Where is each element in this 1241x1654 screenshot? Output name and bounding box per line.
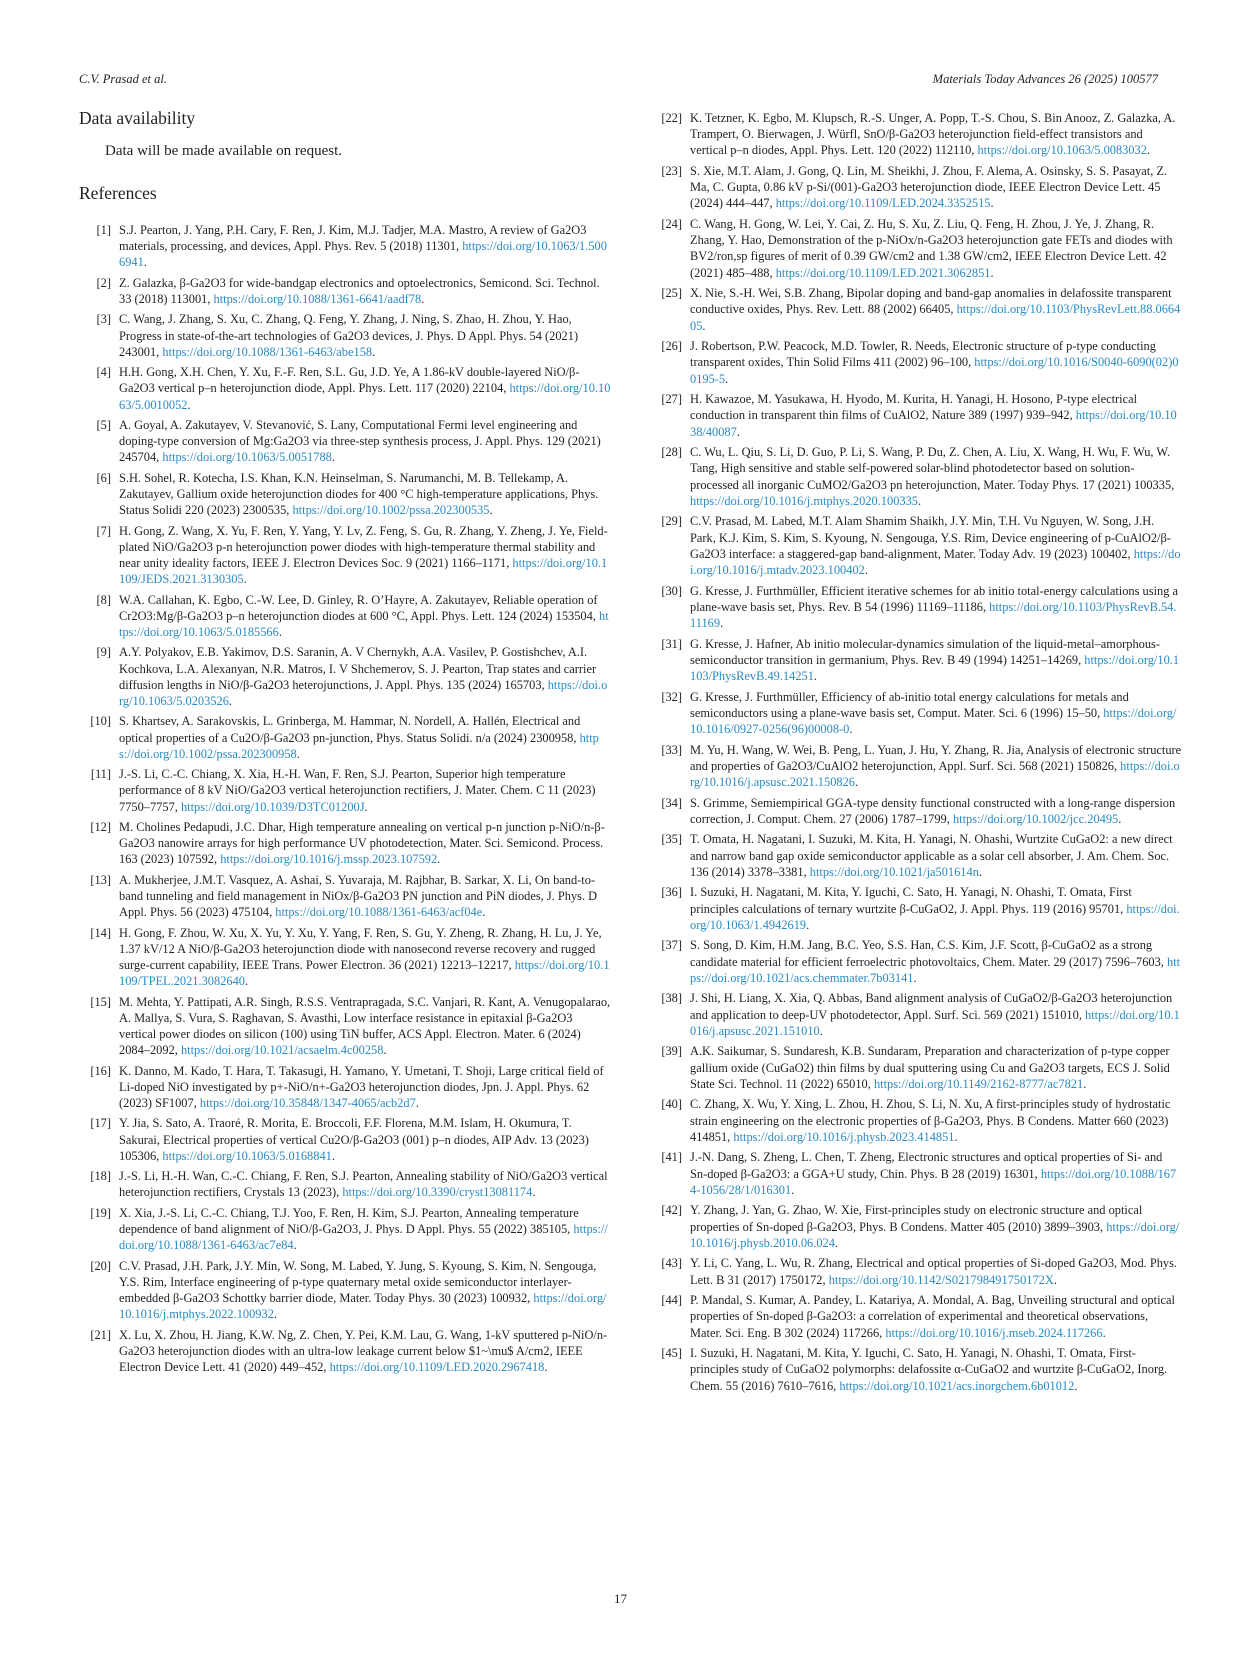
reference-number: [21] xyxy=(90,1327,111,1342)
reference-end: . xyxy=(244,974,249,989)
reference-end: . xyxy=(864,563,868,578)
reference-citation: S.H. Sohel, R. Kotecha, I.S. Khan, K.N. Heinselman, S. Narumanchi, M. B. Tellekamp, A. Zakutayev, Gallium oxide heterojunction diodes for 400 °C high-temperature applications, Phys. Status Solidi 220 (2023) 2300535, xyxy=(119,470,599,518)
reference-citation: Y. Jia, S. Sato, A. Traoré, R. Morita, E. Broccoli, F.F. Florena, M.M. Islam, H. Okumura, T. Sakurai, Electrical properties of vertical Cu2O/β-Ga2O3 (001) p–n diodes, AIP Adv. 13 (2023) 105306, xyxy=(119,1116,589,1163)
reference-number: [22] xyxy=(661,111,682,125)
reference-number: [5] xyxy=(96,417,111,432)
reference-end: . xyxy=(917,493,922,508)
reference-item xyxy=(650,391,1182,440)
doi-link[interactable]: https://doi.org/10.1063/5.0051788 xyxy=(162,450,332,465)
reference-text xyxy=(119,713,611,762)
reference-citation: G. Kresse, J. Furthmüller, Efficient iterative schemes for ab initio total-energy calculations using a plane-wave basis set, Phys. Rev. B 54 (1996) 11169–11186, xyxy=(690,583,1178,614)
reference-item xyxy=(650,583,1182,632)
reference-end: . xyxy=(791,1182,795,1197)
reference-end: . xyxy=(421,292,425,306)
reference-item xyxy=(650,338,1182,387)
reference-text xyxy=(690,1043,1182,1092)
reference-citation: A. Goyal, A. Zakutayev, V. Stevanović, S. Lany, Computational Fermi level engineering and doping-type conversion of Mg:Ga2O3 via three-step synthesis process, J. Appl. Phys. 129 (2021) 245704, xyxy=(119,417,601,465)
reference-item xyxy=(79,311,611,360)
doi-link[interactable]: https://doi.org/10.1016/0927-0256(96)00008-0 xyxy=(690,705,1177,737)
reference-text xyxy=(119,275,611,307)
doi-link[interactable]: https://doi.org/10.1038/40087 xyxy=(690,408,1177,439)
reference-item xyxy=(79,994,611,1059)
reference-item xyxy=(79,872,611,921)
reference-end: . xyxy=(854,775,859,790)
doi-link[interactable]: https://doi.org/10.1021/ja501614n xyxy=(809,864,979,879)
reference-number: [29] xyxy=(661,514,682,529)
reference-text xyxy=(690,444,1182,509)
reference-text xyxy=(119,470,611,519)
reference-item xyxy=(79,364,611,413)
reference-citation: X. Xia, J.-S. Li, C.-C. Chiang, T.J. Yoo, F. Ren, H. Kim, S.J. Pearton, Annealing temperature dependence of band alignment of NiO/β-Ga2O3, J. Phys. D Appl. Phys. 55 (2022) 385105, xyxy=(119,1205,579,1236)
reference-citation: S. Khartsev, A. Sarakovskis, L. Grinberga, M. Hammar, N. Nordell, A. Hallén, Electrical and optical properties of a Cu2O/β-Ga2O3 pn-junction, Phys. Status Solidi. n/a (2024) 2300958, xyxy=(119,714,581,745)
reference-end: . xyxy=(990,265,994,280)
reference-number: [17] xyxy=(90,1116,111,1131)
doi-link[interactable]: https://doi.org/10.1103/PhysRevLett.88.066405 xyxy=(690,302,1181,333)
reference-number: [33] xyxy=(661,742,682,757)
reference-item xyxy=(650,216,1182,281)
doi-link[interactable]: https://doi.org/10.1002/pssa.202300535 xyxy=(292,503,490,518)
reference-text xyxy=(690,689,1182,738)
reference-item xyxy=(650,795,1182,827)
doi-link[interactable]: https://doi.org/10.1109/LED.2024.3352515 xyxy=(775,196,991,211)
doi-link[interactable]: https://doi.org/10.1088/1361-6463/abe158 xyxy=(162,344,373,359)
reference-end: . xyxy=(273,1307,277,1322)
reference-number: [36] xyxy=(661,885,682,900)
reference-citation: J.-S. Li, H.-H. Wan, C.-C. Chiang, F. Ren, S.J. Pearton, Annealing stability of NiO/Ga2O3 vertical heterojunction rectifiers, Crystals 13 (2023), xyxy=(119,1169,608,1200)
reference-end: . xyxy=(415,1095,419,1110)
reference-item xyxy=(79,1327,611,1376)
reference-citation: A.Y. Polyakov, E.B. Yakimov, D.S. Saranin, A. V Chernykh, A.A. Vasilev, P. Gostishchev, A.I. Kochkova, L.A. Alexanyan, N.R. Matros, I. V Shchemerov, S. J. Pearton, Trap states and carrier diffusion lengths in NiO/β-Ga2O3 heterojunctions, J. Appl. Phys. 135 (2024) 165703, xyxy=(119,645,597,692)
doi-link[interactable]: https://doi.org/10.1088/1361-6641/aadf78 xyxy=(213,292,422,306)
reference-citation: P. Mandal, S. Kumar, A. Pandey, L. Katariya, A. Mondal, A. Bag, Unveiling structural and optical properties of Sn-doped β-Ga2O3: a correlation of experimental and theoretical observations, Mater. Sci. Eng. B 302 (2024) 117266, xyxy=(690,1293,1175,1340)
reference-number: [16] xyxy=(90,1063,111,1078)
reference-number: [31] xyxy=(661,636,682,651)
reference-item xyxy=(79,925,611,990)
doi-link[interactable]: https://doi.org/10.1016/j.apsusc.2021.150826 xyxy=(690,758,1180,790)
reference-item xyxy=(650,636,1182,685)
reference-citation: C. Wu, L. Qiu, S. Li, D. Guo, P. Li, S. Wang, P. Du, Z. Chen, A. Liu, X. Wang, H. Wu, F. Wu, W. Tang, High sensitive and stable self-powered solar-blind photodetector based on solution-processed all inorganic CuMO2/Ga2O3 pn heterojunction, Mater. Today Phys. 17 (2021) 100335, xyxy=(690,445,1175,492)
reference-text xyxy=(119,994,611,1059)
doi-link[interactable]: https://doi.org/10.1021/acs.inorgchem.6b01012 xyxy=(839,1378,1075,1393)
reference-item xyxy=(79,222,611,271)
reference-number: [27] xyxy=(661,392,682,407)
reference-text xyxy=(119,364,611,413)
doi-link[interactable]: https://doi.org/10.1016/j.apsusc.2021.151010 xyxy=(690,1007,1180,1038)
reference-text xyxy=(119,644,611,709)
reference-citation: C.V. Prasad, J.H. Park, J.Y. Min, W. Song, M. Labed, Y. Jung, S. Kyoung, S. Kim, N. Sengouga, Y.S. Rim, Interface engineering of p-type quaternary metal oxide semiconductor interlayer-embedded β-Ga2O3 Schottky barrier diode, Mater. Today Phys. 30 (2023) 100932, xyxy=(119,1258,597,1305)
reference-text xyxy=(690,795,1182,827)
reference-item xyxy=(650,1255,1182,1287)
reference-end: . xyxy=(1146,143,1151,158)
reference-text xyxy=(690,110,1182,159)
doi-link[interactable]: https://doi.org/10.1088/1361-6463/ac7e84 xyxy=(119,1221,608,1253)
reference-text xyxy=(119,766,611,815)
reference-citation: S.J. Pearton, J. Yang, P.H. Cary, F. Ren, J. Kim, M.J. Tadjer, M.A. Mastro, A review of Ga2O3 materials, processing, and devices, Appl. Phys. Rev. 5 (2018) 11301, xyxy=(119,223,587,254)
reference-end: . xyxy=(806,917,810,932)
reference-item xyxy=(79,275,611,307)
doi-link[interactable]: https://doi.org/10.1016/j.physb.2023.414851 xyxy=(733,1129,955,1144)
reference-end: . xyxy=(819,1023,823,1038)
reference-end: . xyxy=(331,450,335,465)
reference-item xyxy=(79,470,611,519)
reference-text xyxy=(690,1149,1182,1198)
reference-citation: X. Nie, S.-H. Wei, S.B. Zhang, Bipolar doping and band-gap anomalies in delafossite transparent conductive oxides, Phys. Rev. Lett. 88 (2002) 66405, xyxy=(690,286,1172,317)
reference-citation: M. Mehta, Y. Pattipati, A.R. Singh, R.S.S. Ventrapragada, S.C. Vanjari, R. Kant, A. Venugopalarao, A. Mallya, S. Vura, S. Raghavan, S. Avasthi, Low interface resistance in epitaxial β-Ga2O3 vertical power diodes on silicon (100) using TiN buffer, ACS Appl. Electron. Mater. 6 (2024) 2084–2092, xyxy=(119,994,611,1058)
reference-number: [18] xyxy=(90,1169,111,1184)
doi-link[interactable]: https://doi.org/10.1063/5.0010052 xyxy=(119,381,611,412)
page-number: 17 xyxy=(614,1591,627,1606)
reference-number: [37] xyxy=(661,938,682,953)
reference-end: . xyxy=(978,864,983,879)
reference-number: [30] xyxy=(661,583,682,598)
reference-citation: C. Wang, J. Zhang, S. Xu, C. Zhang, Q. Feng, Y. Zhang, J. Ning, S. Zhao, H. Zhou, Y. Hao, Progress in state-of-the-art technologies of Ga2O3 devices, J. Phys. D Appl. Phys. 54 (2021) 243001, xyxy=(119,312,579,359)
doi-link[interactable]: https://doi.org/10.1002/jcc.20495 xyxy=(952,811,1119,826)
reference-citation: J.-N. Dang, S. Zheng, L. Chen, T. Zheng, Electronic structures and optical properties of Si- and Sn-doped β-Ga2O3: a GGA+U study, Chin. Phys. B 28 (2019) 16301, xyxy=(690,1150,1163,1181)
reference-text xyxy=(690,884,1182,933)
reference-citation: Y. Zhang, J. Yan, G. Zhao, W. Xie, First-principles study on electronic structure and optical properties of Sn-doped β-Ga2O3, Phys. B Condens. Matter 405 (2010) 3899–3903, xyxy=(690,1203,1143,1234)
reference-text xyxy=(119,925,611,990)
reference-item xyxy=(650,1043,1182,1092)
reference-citation: H. Kawazoe, M. Yasukawa, H. Hyodo, M. Kurita, H. Yanagi, H. Hosono, P-type electrical conduction in transparent thin films of CuAlO2, Nature 389 (1997) 939–942, xyxy=(690,392,1138,423)
reference-end: . xyxy=(1074,1378,1078,1393)
reference-text xyxy=(119,872,611,921)
doi-link[interactable]: https://doi.org/10.1002/pssa.202300958 xyxy=(119,730,599,761)
reference-citation: S. Song, D. Kim, H.M. Jang, B.C. Yeo, S.S. Han, C.S. Kim, J.F. Scott, β-CuGaO2 as a strong candidate material for efficient ferroelectric photovoltaics, Chem. Mater. 29 (2017) 7596–7603, xyxy=(690,938,1167,969)
reference-number: [9] xyxy=(96,645,111,660)
doi-link[interactable]: https://doi.org/10.3390/cryst13081174 xyxy=(342,1185,533,1200)
reference-end: . xyxy=(228,693,233,708)
reference-end: . xyxy=(187,397,191,412)
reference-item xyxy=(650,884,1182,933)
reference-citation: M. Yu, H. Wang, W. Wei, B. Peng, L. Yuan, J. Hu, Y. Zhang, R. Jia, Analysis of electronic structure and properties of Ga2O3/CuAlO2 heterojunction, Appl. Surf. Sci. 568 (2021) 150826, xyxy=(690,742,1182,773)
reference-item xyxy=(650,163,1182,212)
reference-text xyxy=(119,222,611,271)
reference-item xyxy=(650,1292,1182,1341)
reference-text xyxy=(119,1258,611,1323)
reference-citation: S. Xie, M.T. Alam, J. Gong, Q. Lin, M. Sheikhi, J. Zhou, F. Alema, A. Osinsky, S. S. Pasayat, Z. Ma, C. Gupta, 0.86 kV p-Si/(001)-Ga2O3 heterojunction diode, IEEE Electron Device Lett. 45 (2024) 444–447, xyxy=(690,164,1168,211)
reference-list-left xyxy=(79,222,611,1375)
reference-item xyxy=(79,523,611,588)
doi-link[interactable]: https://doi.org/10.1063/5.0185566 xyxy=(119,608,609,639)
reference-citation: T. Omata, H. Nagatani, I. Suzuki, M. Kita, H. Yanagi, N. Ohashi, Wurtzite CuGaO2: a new direct and narrow band gap oxide semiconductor applicable as a solar cell absorber, J. Am. Chem. Soc. 136 (2014) 3378–3381, xyxy=(690,832,1173,879)
reference-text xyxy=(690,831,1182,880)
reference-text xyxy=(119,592,611,641)
reference-number: [45] xyxy=(661,1346,682,1361)
reference-end: . xyxy=(437,852,441,867)
reference-number: [43] xyxy=(661,1256,682,1271)
reference-citation: H. Gong, F. Zhou, W. Xu, X. Yu, Y. Xu, Y. Yang, F. Ren, S. Gu, Y. Zheng, R. Zhang, H. Lu, J. Ye, 1.37 kV/12 A NiO/β-Ga2O3 heterojunction diode with nanosecond reverse recovery and rugged surge-current capability, IEEE Trans. Power Electron. 36 (2021) 12213–12217, xyxy=(119,925,602,972)
reference-number: [14] xyxy=(90,925,111,940)
reference-text xyxy=(690,1255,1182,1287)
reference-end: . xyxy=(243,572,247,587)
reference-number: [38] xyxy=(661,991,682,1006)
reference-citation: W.A. Callahan, K. Egbo, C.-W. Lee, D. Ginley, R. O’Hayre, A. Zakutayev, Reliable operation of Cr2O3:Mg/β-Ga2O3 p–n heterojunction diodes at 600 °C, Appl. Phys. Lett. 124 (2024) 153504, xyxy=(119,592,599,623)
reference-number: [19] xyxy=(90,1205,111,1220)
reference-item xyxy=(79,1063,611,1112)
reference-number: [10] xyxy=(90,714,111,729)
reference-text xyxy=(690,391,1182,440)
reference-citation: H.H. Gong, X.H. Chen, Y. Xu, F.-F. Ren, S.L. Gu, J.D. Ye, A 1.86-kV double-layered NiO/β-Ga2O3 vertical p–n heterojunction diode, Appl. Phys. Lett. 117 (2020) 22104, xyxy=(119,365,580,396)
reference-number: [1] xyxy=(96,223,111,237)
reference-text xyxy=(119,417,611,466)
doi-link[interactable]: https://doi.org/10.1149/2162-8777/ac7821 xyxy=(873,1076,1084,1091)
reference-citation: J.-S. Li, C.-C. Chiang, X. Xia, H.-H. Wan, F. Ren, S.J. Pearton, Superior high temperature performance of 8 kV NiO/Ga2O3 vertical heterojunction rectifiers, J. Mater. Chem. C 11 (2023) 7750–7757, xyxy=(119,767,596,814)
doi-link[interactable]: https://doi.org/10.1088/1674-1056/28/1/016301 xyxy=(690,1166,1177,1197)
reference-citation: H. Gong, Z. Wang, X. Yu, F. Ren, Y. Yang, Y. Lv, Z. Feng, S. Gu, R. Zhang, Y. Zheng, J. Ye, Field-plated NiO/Ga2O3 p-n heterojunction power diodes with high-temperature thermal stability and near unity ideality factors, IEEE J. Electron Devices Soc. 9 (2021) 1166–1171, xyxy=(119,523,608,570)
reference-citation: Z. Galazka, β-Ga2O3 for wide-bandgap electronics and optoelectronics, Semicond. Sci. Technol. 33 (2018) 113001, xyxy=(119,275,600,306)
reference-citation: J. Shi, H. Liang, X. Xia, Q. Abbas, Band alignment analysis of CuGaO2/β-Ga2O3 heterojunction and application to deep-UV photodetector, Appl. Surf. Sci. 569 (2021) 151010, xyxy=(690,991,1173,1022)
reference-number: [32] xyxy=(661,689,682,704)
reference-citation: K. Danno, M. Kado, T. Hara, T. Takasugi, H. Yamano, Y. Umetani, T. Shoji, Large critical field of Li-doped NiO investigated by p+-NiO/n+-Ga2O3 heterojunction diodes, Jpn. J. Appl. Phys. 62 (2023) SF1007, xyxy=(119,1063,604,1110)
data-availability-text: Data will be made available on request. xyxy=(105,143,342,159)
reference-citation: G. Kresse, J. Hafner, Ab initio molecular-dynamics simulation of the liquid-metal–amorphous-semiconductor transition in germanium, Phys. Rev. B 49 (1994) 14251–14269, xyxy=(690,636,1160,667)
reference-text xyxy=(690,513,1182,578)
reference-end: . xyxy=(725,371,729,386)
reference-item xyxy=(79,1258,611,1323)
reference-text xyxy=(690,1202,1182,1251)
reference-number: [7] xyxy=(96,523,111,538)
reference-text xyxy=(690,636,1182,685)
reference-end: . xyxy=(834,1235,839,1250)
reference-citation: S. Grimme, Semiempirical GGA-type density functional constructed with a long-range dispersion correction, J. Comput. Chem. 27 (2006) 1787–1799, xyxy=(690,795,1176,826)
reference-item xyxy=(79,819,611,868)
reference-citation: A.K. Saikumar, S. Sundaresh, K.B. Sundaram, Preparation and characterization of p-type copper gallium oxide (CuGaO2) thin films by dual sputtering using Cu and Ga2O3 targets, ECS J. Solid State Sci. Technol. 11 (2022) 65010, xyxy=(690,1044,1170,1091)
reference-text xyxy=(690,163,1182,212)
reference-text xyxy=(119,523,611,588)
reference-number: [8] xyxy=(96,592,111,607)
reference-number: [13] xyxy=(90,872,111,887)
reference-number: [40] xyxy=(661,1097,682,1112)
reference-end: . xyxy=(1102,1325,1106,1340)
reference-text xyxy=(690,1096,1182,1145)
reference-citation: G. Kresse, J. Furthmüller, Efficiency of ab-initio total energy calculations for metals and semiconductors using a plane-wave basis set, Comput. Mater. Sci. 6 (1996) 15–50, xyxy=(690,689,1129,720)
reference-item xyxy=(79,1205,611,1254)
reference-number: [4] xyxy=(96,365,111,380)
reference-number: [2] xyxy=(96,275,111,290)
reference-end: . xyxy=(736,424,740,439)
reference-number: [26] xyxy=(661,339,682,354)
reference-number: [44] xyxy=(661,1293,682,1308)
reference-end: . xyxy=(544,1359,548,1374)
reference-item xyxy=(650,110,1182,159)
doi-link[interactable]: https://doi.org/10.1063/5.0083032 xyxy=(977,143,1147,158)
running-header-authors: C.V. Prasad et al. xyxy=(79,72,167,86)
reference-end: . xyxy=(532,1185,536,1200)
reference-end: . xyxy=(1053,1272,1057,1287)
reference-item xyxy=(650,1202,1182,1251)
reference-citation: A. Mukherjee, J.M.T. Vasquez, A. Ashai, S. Yuvaraja, M. Rajbhar, B. Sarkar, X. Li, On band-to-band tunneling and field management in NiOx/β-Ga2O3 PN junction and PiN diodes, J. Phys. D Appl. Phys. 56 (2023) 475104, xyxy=(119,872,598,920)
reference-item xyxy=(650,1149,1182,1198)
doi-link[interactable]: https://doi.org/10.1109/LED.2020.2967418 xyxy=(329,1359,545,1374)
reference-text xyxy=(690,1292,1182,1341)
reference-item xyxy=(650,831,1182,880)
reference-citation: C. Zhang, X. Wu, Y. Xing, L. Zhou, H. Zhou, S. Li, N. Xu, A first-principles study of hydrostatic strain engineering on the electronic properties of β-Ga2O3, Phys. B Condens. Matter 660 (2023) 414851, xyxy=(690,1097,1171,1144)
reference-text xyxy=(119,1063,611,1112)
reference-number: [12] xyxy=(90,819,111,834)
doi-link[interactable]: https://doi.org/10.1103/PhysRevB.54.11169 xyxy=(690,599,1177,631)
reference-number: [35] xyxy=(661,832,682,847)
reference-end: . xyxy=(482,905,486,920)
reference-item xyxy=(79,1115,611,1164)
reference-item xyxy=(650,285,1182,334)
reference-number: [41] xyxy=(661,1150,682,1165)
doi-link[interactable]: https://doi.org/10.1016/j.mtphys.2020.100335 xyxy=(690,493,918,508)
doi-link[interactable]: https://doi.org/10.1016/j.mtadv.2023.100402 xyxy=(690,546,1181,578)
reference-end: . xyxy=(383,1043,387,1058)
reference-text xyxy=(119,311,611,360)
reference-citation: C.V. Prasad, M. Labed, M.T. Alam Shamim Shaikh, J.Y. Min, T.H. Vu Nguyen, W. Song, J.H. Park, K.J. Kim, S. Kim, S. Kyoung, N. Sengouga, Y.S. Rim, Device engineering of p-CuAlO2/β-Ga2O3 interface: a staggered-gap band-alignment, Mater. Today Adv. 19 (2023) 100402, xyxy=(690,514,1171,561)
doi-link[interactable]: https://doi.org/10.1063/1.4942619 xyxy=(690,901,1180,932)
reference-number: [42] xyxy=(661,1203,682,1218)
reference-text xyxy=(690,1345,1182,1394)
reference-end: . xyxy=(913,970,917,985)
reference-item xyxy=(650,990,1182,1039)
references-heading: References xyxy=(79,183,157,203)
reference-text xyxy=(690,583,1182,632)
reference-end: . xyxy=(364,799,368,814)
reference-citation: X. Lu, X. Zhou, H. Jiang, K.W. Ng, Z. Chen, Y. Pei, K.M. Lau, G. Wang, 1-kV sputtered p-NiO/n-Ga2O3 heterojunction diodes with an ultra-low leakage current below $1~\mu$ A/cm2, IEEE Electron Device Lett. 41 (2020) 449–452, xyxy=(119,1327,608,1374)
reference-number: [15] xyxy=(90,994,111,1009)
doi-link[interactable]: https://doi.org/10.1016/j.mssp.2023.107592 xyxy=(220,852,438,867)
reference-number: [6] xyxy=(96,470,111,485)
doi-link[interactable]: https://doi.org/10.1063/1.5006941 xyxy=(119,239,607,270)
doi-link[interactable]: https://doi.org/10.1088/1361-6463/acf04e xyxy=(275,905,483,920)
reference-end: . xyxy=(143,255,147,270)
doi-link[interactable]: https://doi.org/10.1021/acsaelm.4c00258 xyxy=(180,1043,384,1058)
right-column xyxy=(650,110,1182,1398)
reference-item xyxy=(650,444,1182,509)
reference-item xyxy=(79,713,611,762)
data-availability-heading: Data availability xyxy=(79,108,196,128)
doi-link[interactable]: https://doi.org/10.1016/j.mtphys.2022.100932 xyxy=(119,1290,607,1322)
running-header-journal: Materials Today Advances 26 (2025) 100577 xyxy=(932,72,1158,86)
doi-link[interactable]: https://doi.org/10.1063/5.0203526 xyxy=(119,677,608,708)
reference-text xyxy=(119,1115,611,1164)
reference-item xyxy=(79,766,611,815)
reference-item xyxy=(650,689,1182,738)
reference-text xyxy=(690,742,1182,791)
reference-list-right xyxy=(650,110,1182,1394)
doi-link[interactable]: https://doi.org/10.1142/S021798491750172X xyxy=(828,1272,1054,1287)
reference-citation: J. Robertson, P.W. Peacock, M.D. Towler, R. Needs, Electronic structure of p-type conducting transparent oxides, Thin Solid Films 411 (2002) 96–100, xyxy=(690,339,1156,370)
reference-text xyxy=(119,1205,611,1254)
reference-number: [25] xyxy=(661,286,682,301)
reference-end: . xyxy=(954,1129,958,1144)
doi-link[interactable]: https://doi.org/10.1021/acs.chemmater.7b03141 xyxy=(690,954,1181,985)
reference-text xyxy=(690,990,1182,1039)
doi-link[interactable]: https://doi.org/10.1016/S0040-6090(02)00195-5 xyxy=(690,355,1179,386)
reference-number: [24] xyxy=(661,217,682,231)
reference-item xyxy=(650,742,1182,791)
doi-link[interactable]: https://doi.org/10.1109/LED.2021.3062851 xyxy=(775,265,991,280)
reference-citation: I. Suzuki, H. Nagatani, M. Kita, Y. Iguchi, C. Sato, H. Yanagi, N. Ohashi, T. Omata, First principles calculations of ternary wurtzite β-CuGaO2, J. Appl. Phys. 119 (2016) 95701, xyxy=(690,885,1132,916)
reference-number: [39] xyxy=(661,1044,682,1059)
reference-end: . xyxy=(813,669,818,684)
reference-text xyxy=(119,1327,611,1376)
reference-end: . xyxy=(849,722,853,737)
left-column xyxy=(79,108,611,1379)
reference-citation: M. Cholines Pedapudi, J.C. Dhar, High temperature annealing on vertical p-n junction p-NiO/n-β-Ga2O3 nanowire arrays for high performance UV photodetection, Mater. Sci. Semicond. Process. 163 (2023) 107592, xyxy=(119,819,605,867)
reference-end: . xyxy=(331,1148,335,1163)
reference-item xyxy=(79,1168,611,1200)
reference-number: [34] xyxy=(661,795,682,810)
reference-number: [11] xyxy=(90,767,111,782)
reference-item xyxy=(79,592,611,641)
doi-link[interactable]: https://doi.org/10.35848/1347-4065/acb2d7 xyxy=(199,1095,416,1110)
reference-end: . xyxy=(372,344,376,359)
doi-link[interactable]: https://doi.org/10.1016/j.mseb.2024.117266 xyxy=(885,1325,1103,1340)
doi-link[interactable]: https://doi.org/10.1109/TPEL.2021.3082640 xyxy=(119,957,610,989)
reference-text xyxy=(690,216,1182,281)
reference-text xyxy=(119,1168,611,1200)
doi-link[interactable]: https://doi.org/10.1063/5.0168841 xyxy=(162,1148,332,1163)
reference-text xyxy=(690,285,1182,334)
reference-end: . xyxy=(1118,811,1122,826)
reference-number: [20] xyxy=(90,1258,111,1273)
reference-citation: C. Wang, H. Gong, W. Lei, Y. Cai, Z. Hu, S. Xu, Z. Liu, Q. Feng, H. Zhou, J. Ye, J. Zhang, R. Zhang, Y. Hao, Demonstration of the p-NiOx/n-Ga2O3 heterojunction gate FETs and diodes with BV2/ron,sp figures of merit of 0.39 GW/cm2 and 1.38 GW/cm2, IEEE Electron Device Lett. 42 (2021) 485–488, xyxy=(690,217,1173,280)
doi-link[interactable]: https://doi.org/10.1016/j.physb.2010.06.024 xyxy=(690,1219,1180,1250)
doi-link[interactable]: https://doi.org/10.1109/JEDS.2021.3130305 xyxy=(119,555,608,587)
reference-item xyxy=(79,417,611,466)
reference-item xyxy=(650,1345,1182,1394)
reference-end: . xyxy=(293,1238,297,1253)
reference-item xyxy=(79,644,611,709)
reference-citation: K. Tetzner, K. Egbo, M. Klupsch, R.-S. Unger, A. Popp, T.-S. Chou, S. Bin Anooz, Z. Galazka, A. Trampert, O. Bierwagen, J. Würfl, SnO/β-Ga2O3 heterojunction field-effect transistors and vertical p–n diodes, Appl. Phys. Lett. 120 (2022) 112110, xyxy=(690,111,1176,158)
reference-end: . xyxy=(278,624,282,639)
doi-link[interactable]: https://doi.org/10.1039/D3TC01200J xyxy=(180,799,365,814)
reference-end: . xyxy=(720,616,724,631)
reference-end: . xyxy=(1083,1076,1087,1091)
reference-item xyxy=(650,1096,1182,1145)
reference-text xyxy=(690,338,1182,387)
reference-item xyxy=(650,513,1182,578)
reference-number: [28] xyxy=(661,445,682,460)
reference-item xyxy=(650,937,1182,986)
reference-citation: I. Suzuki, H. Nagatani, M. Kita, Y. Iguchi, C. Sato, H. Yanagi, N. Ohashi, T. Omata, First-principles study of CuGaO2 polymorphs: delafossite α-CuGaO2 and wurtzite β-CuGaO2, Inorg. Chem. 55 (2016) 7610–7616, xyxy=(690,1346,1168,1393)
reference-end: . xyxy=(489,503,493,518)
doi-link[interactable]: https://doi.org/10.1103/PhysRevB.49.14251 xyxy=(690,652,1180,684)
reference-end: . xyxy=(990,196,994,211)
reference-text xyxy=(690,937,1182,986)
reference-end: . xyxy=(702,318,706,333)
reference-text xyxy=(119,819,611,868)
reference-end: . xyxy=(296,746,300,761)
reference-number: [3] xyxy=(96,312,111,327)
reference-number: [23] xyxy=(661,164,682,178)
reference-citation: Y. Li, C. Yang, L. Wu, R. Zhang, Electrical and optical properties of Si-doped Ga2O3, Mod. Phys. Lett. B 31 (2017) 1750172, xyxy=(690,1256,1178,1287)
